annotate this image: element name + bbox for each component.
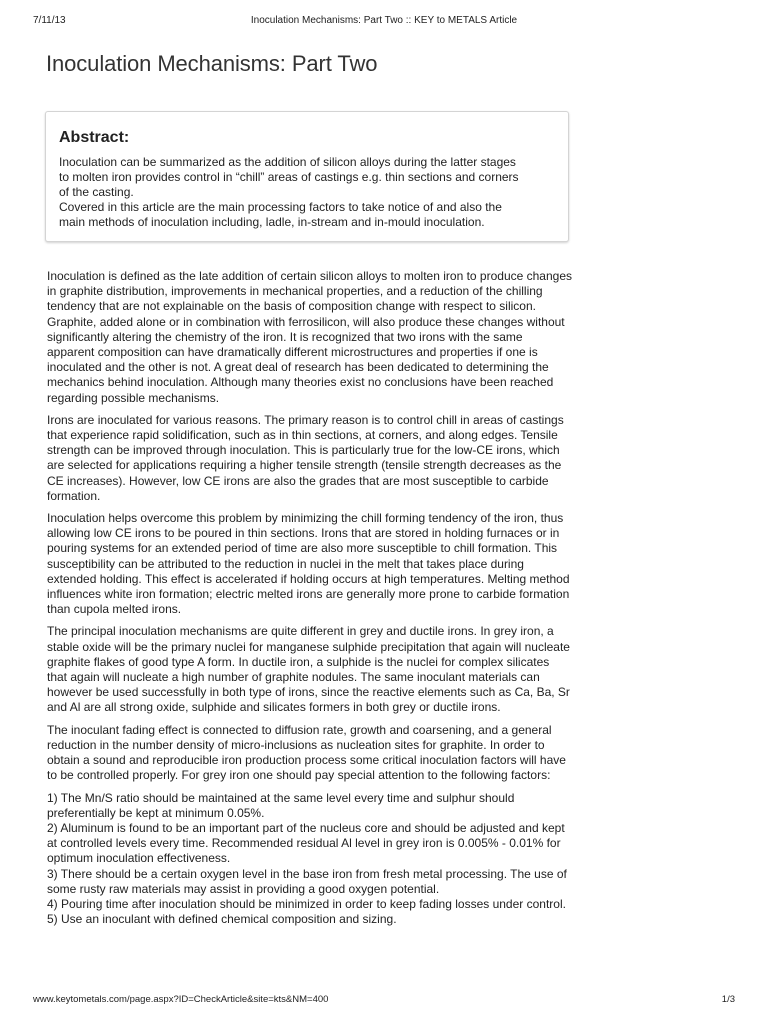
abstract-line: to molten iron provides control in “chill” areas of castings e.g. thin sections and corners [59,170,519,184]
body-paragraph: The principal inoculation mechanisms are quite different in grey and ductile irons. In grey iron, a stable oxide will be the primary nuclei for manganese sulphide precipitation that again will nucleate graphite flakes of good type A form. In ductile iron, a sulphide is the nuclei for complex silicates that again will nucleate a high number of graphite nodules. The same inoculant materials can however be used successfully in both type of irons, since the reactive elements such as Ca, Ba, Sr and Al are all strong oxide, sulphide and silicates formers in both grey or ductile irons. [47,624,570,715]
body-paragraph: Irons are inoculated for various reasons. The primary reason is to control chill in areas of castings that experience rapid solidification, such as in thin sections, at corners, and along edges. Tensile strength can be improved through inoculation. This is particularly true for the low-CE irons, which are selected for applications requiring a higher tensile strength (tensile strength decreases as the CE increases). However, low CE irons are also the grades that are most susceptible to carbide formation. [47,412,564,503]
body-paragraph: The inoculant fading effect is connected to diffusion rate, growth and coarsening, and a general reduction in the number density of micro-inclusions as nucleation sites for graphite. In order to obtain a sound and reproducible iron production process some critical inoculation factors will have to be controlled properly. For grey iron one should pay special attention to the following factors: [47,722,566,783]
abstract-box [45,111,569,242]
abstract-line: main methods of inoculation including, ladle, in-stream and in-mould inoculation. [59,215,485,229]
article-body [47,269,572,927]
print-doc-title: Inoculation Mechanisms: Part Two :: KEY to METALS Article [250,15,518,26]
abstract-line: Covered in this article are the main processing factors to take notice of and also the [59,200,502,214]
abstract-line: Inoculation can be summarized as the addition of silicon alloys during the latter stages [59,155,516,169]
factor-item: 1) The Mn/S ratio should be maintained at the same level every time and sulphur should preferentially be kept at minimum 0.05%. [47,790,515,820]
print-footer [33,994,735,1008]
page-title: Inoculation Mechanisms: Part Two [46,51,378,76]
print-date: 7/11/13 [33,15,66,26]
factor-item: 5) Use an inoculant with defined chemical composition and sizing. [47,912,397,927]
factor-list [47,791,572,928]
page-number: 1/3 [721,994,735,1005]
abstract-heading: Abstract: [59,129,130,146]
abstract-text [59,155,555,230]
factor-item: 3) There should be a certain oxygen level in the base iron from fresh metal processing. The use of some rusty raw materials may assist in providing a good oxygen potential. [47,866,567,896]
print-header [33,15,735,29]
factor-item: 2) Aluminum is found to be an important part of the nucleus core and should be adjusted and kept at controlled levels every time. Recommended residual Al level in grey iron is 0.005% - 0.01% for optimum inoculation effectiveness. [47,820,565,866]
body-paragraph: Inoculation helps overcome this problem by minimizing the chill forming tendency of the iron, thus allowing low CE irons to be poured in thin sections. Irons that are stored in holding furnaces or in pouring systems for an extended period of time are also more susceptible to chill formation. This susceptibility can be attributed to the reduction in nuclei in the melt that takes place during extended holding. This effect is accelerated if holding occurs at high temperatures. Melting method influences white iron formation; electric melted irons are generally more prone to carbide formation than cupola melted irons. [47,511,570,617]
abstract-line: of the casting. [59,185,134,199]
body-paragraph: Inoculation is defined as the late addition of certain silicon alloys to molten iron to produce changes in graphite distribution, improvements in mechanical properties, and a reduction of the chilling tendency that are not explainable on the basis of composition change with respect to silicon. Graphite, added alone or in combination with ferrosilicon, will also produce these changes without significantly altering the chemistry of the iron. It is recognized that two irons with the same apparent composition can have dramatically different microstructures and properties if one is inoculated and the other is not. A great deal of research has been dedicated to determining the mechanics behind inoculation. Although many theories exist no conclusions have been reached regarding possible mechanisms. [47,269,572,405]
print-url: www.keytometals.com/page.aspx?ID=CheckArticle&site=kts&NM=400 [33,994,329,1005]
factor-item: 4) Pouring time after inoculation should be minimized in order to keep fading losses under control. [47,896,566,911]
